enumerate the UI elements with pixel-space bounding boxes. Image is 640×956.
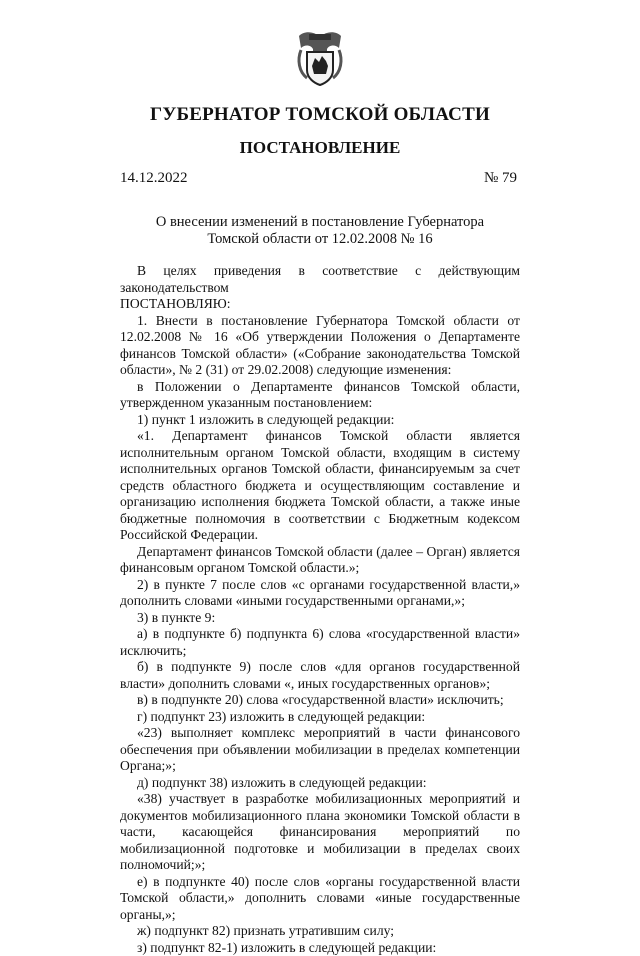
body-paragraph: а) в подпункте б) подпункта 6) слова «государственной власти» исключить; (120, 626, 520, 659)
body-paragraph: в) в подпункте 20) слова «государственной власти» исключить; (120, 692, 520, 709)
body-paragraph: 1) пункт 1 изложить в следующей редакции: (120, 412, 520, 429)
body-paragraph: в Положении о Департаменте финансов Томской области, утвержденном указанным постановлением: (120, 379, 520, 412)
document-number: № 79 (484, 170, 517, 187)
body-paragraph: з) подпункт 82-1) изложить в следующей редакции: (120, 940, 520, 956)
body-paragraph: В целях приведения в соответствие с действующим законодательством (120, 263, 520, 296)
body-paragraph: е) в подпункте 40) после слов «органы государственной власти Томской области,» дополнить словами «иные государственные органы,»; (120, 874, 520, 924)
body-paragraph: «38) участвует в разработке мобилизационных мероприятий и документов мобилизационного плана экономики Томской области в части, касающейся финансирования мероприятий по мобилизационной подготовке и мобилизации в пределах своих полномочий;»; (120, 791, 520, 874)
body-paragraph: 2) в пункте 7 после слов «с органами государственной власти,» дополнить словами «иными государственными органами,»; (120, 577, 520, 610)
body-paragraph: 1. Внести в постановление Губернатора Томской области от 12.02.2008 № 16 «Об утверждении Положения о Департаменте финансов Томской области» («Собрание законодательства Томской области», № 2 (31) от 29.02.2008) следующие изменения: (120, 313, 520, 379)
body-paragraph: 3) в пункте 9: (120, 610, 520, 627)
authority-title: ГУБЕРНАТОР ТОМСКОЙ ОБЛАСТИ (0, 104, 640, 126)
body-paragraph: «1. Департамент финансов Томской области является исполнительным органом Томской области, входящим в систему исполнительных органов Томской области, финансируемым за счет средств областного бюджета и осуществляющим составление и организацию исполнения бюджета Томской области, а также иные бюджетные полномочия в соответствии с Бюджетным кодексом Российской Федерации. (120, 428, 520, 544)
body-paragraph: ПОСТАНОВЛЯЮ: (120, 296, 520, 313)
body-paragraph: д) подпункт 38) изложить в следующей редакции: (120, 775, 520, 792)
body-paragraph: Департамент финансов Томской области (далее – Орган) является финансовым органом Томской области.»; (120, 544, 520, 577)
document-subject (120, 214, 520, 248)
coat-of-arms-icon (295, 28, 345, 86)
document-type: ПОСТАНОВЛЕНИЕ (0, 138, 640, 158)
subject-line: Томской области от 12.02.2008 № 16 (120, 231, 520, 248)
body-paragraph: «23) выполняет комплекс мероприятий в части финансового обеспечения при объявлении мобилизации в пределах компетенции Органа;»; (120, 725, 520, 775)
document-body (120, 263, 520, 956)
body-paragraph: г) подпункт 23) изложить в следующей редакции: (120, 709, 520, 726)
subject-line: О внесении изменений в постановление Губернатора (120, 214, 520, 231)
body-paragraph: ж) подпункт 82) признать утратившим силу; (120, 923, 520, 940)
document-date: 14.12.2022 (120, 170, 188, 187)
body-paragraph: б) в подпункте 9) после слов «для органов государственной власти» дополнить словами «, иных государственных органов»; (120, 659, 520, 692)
